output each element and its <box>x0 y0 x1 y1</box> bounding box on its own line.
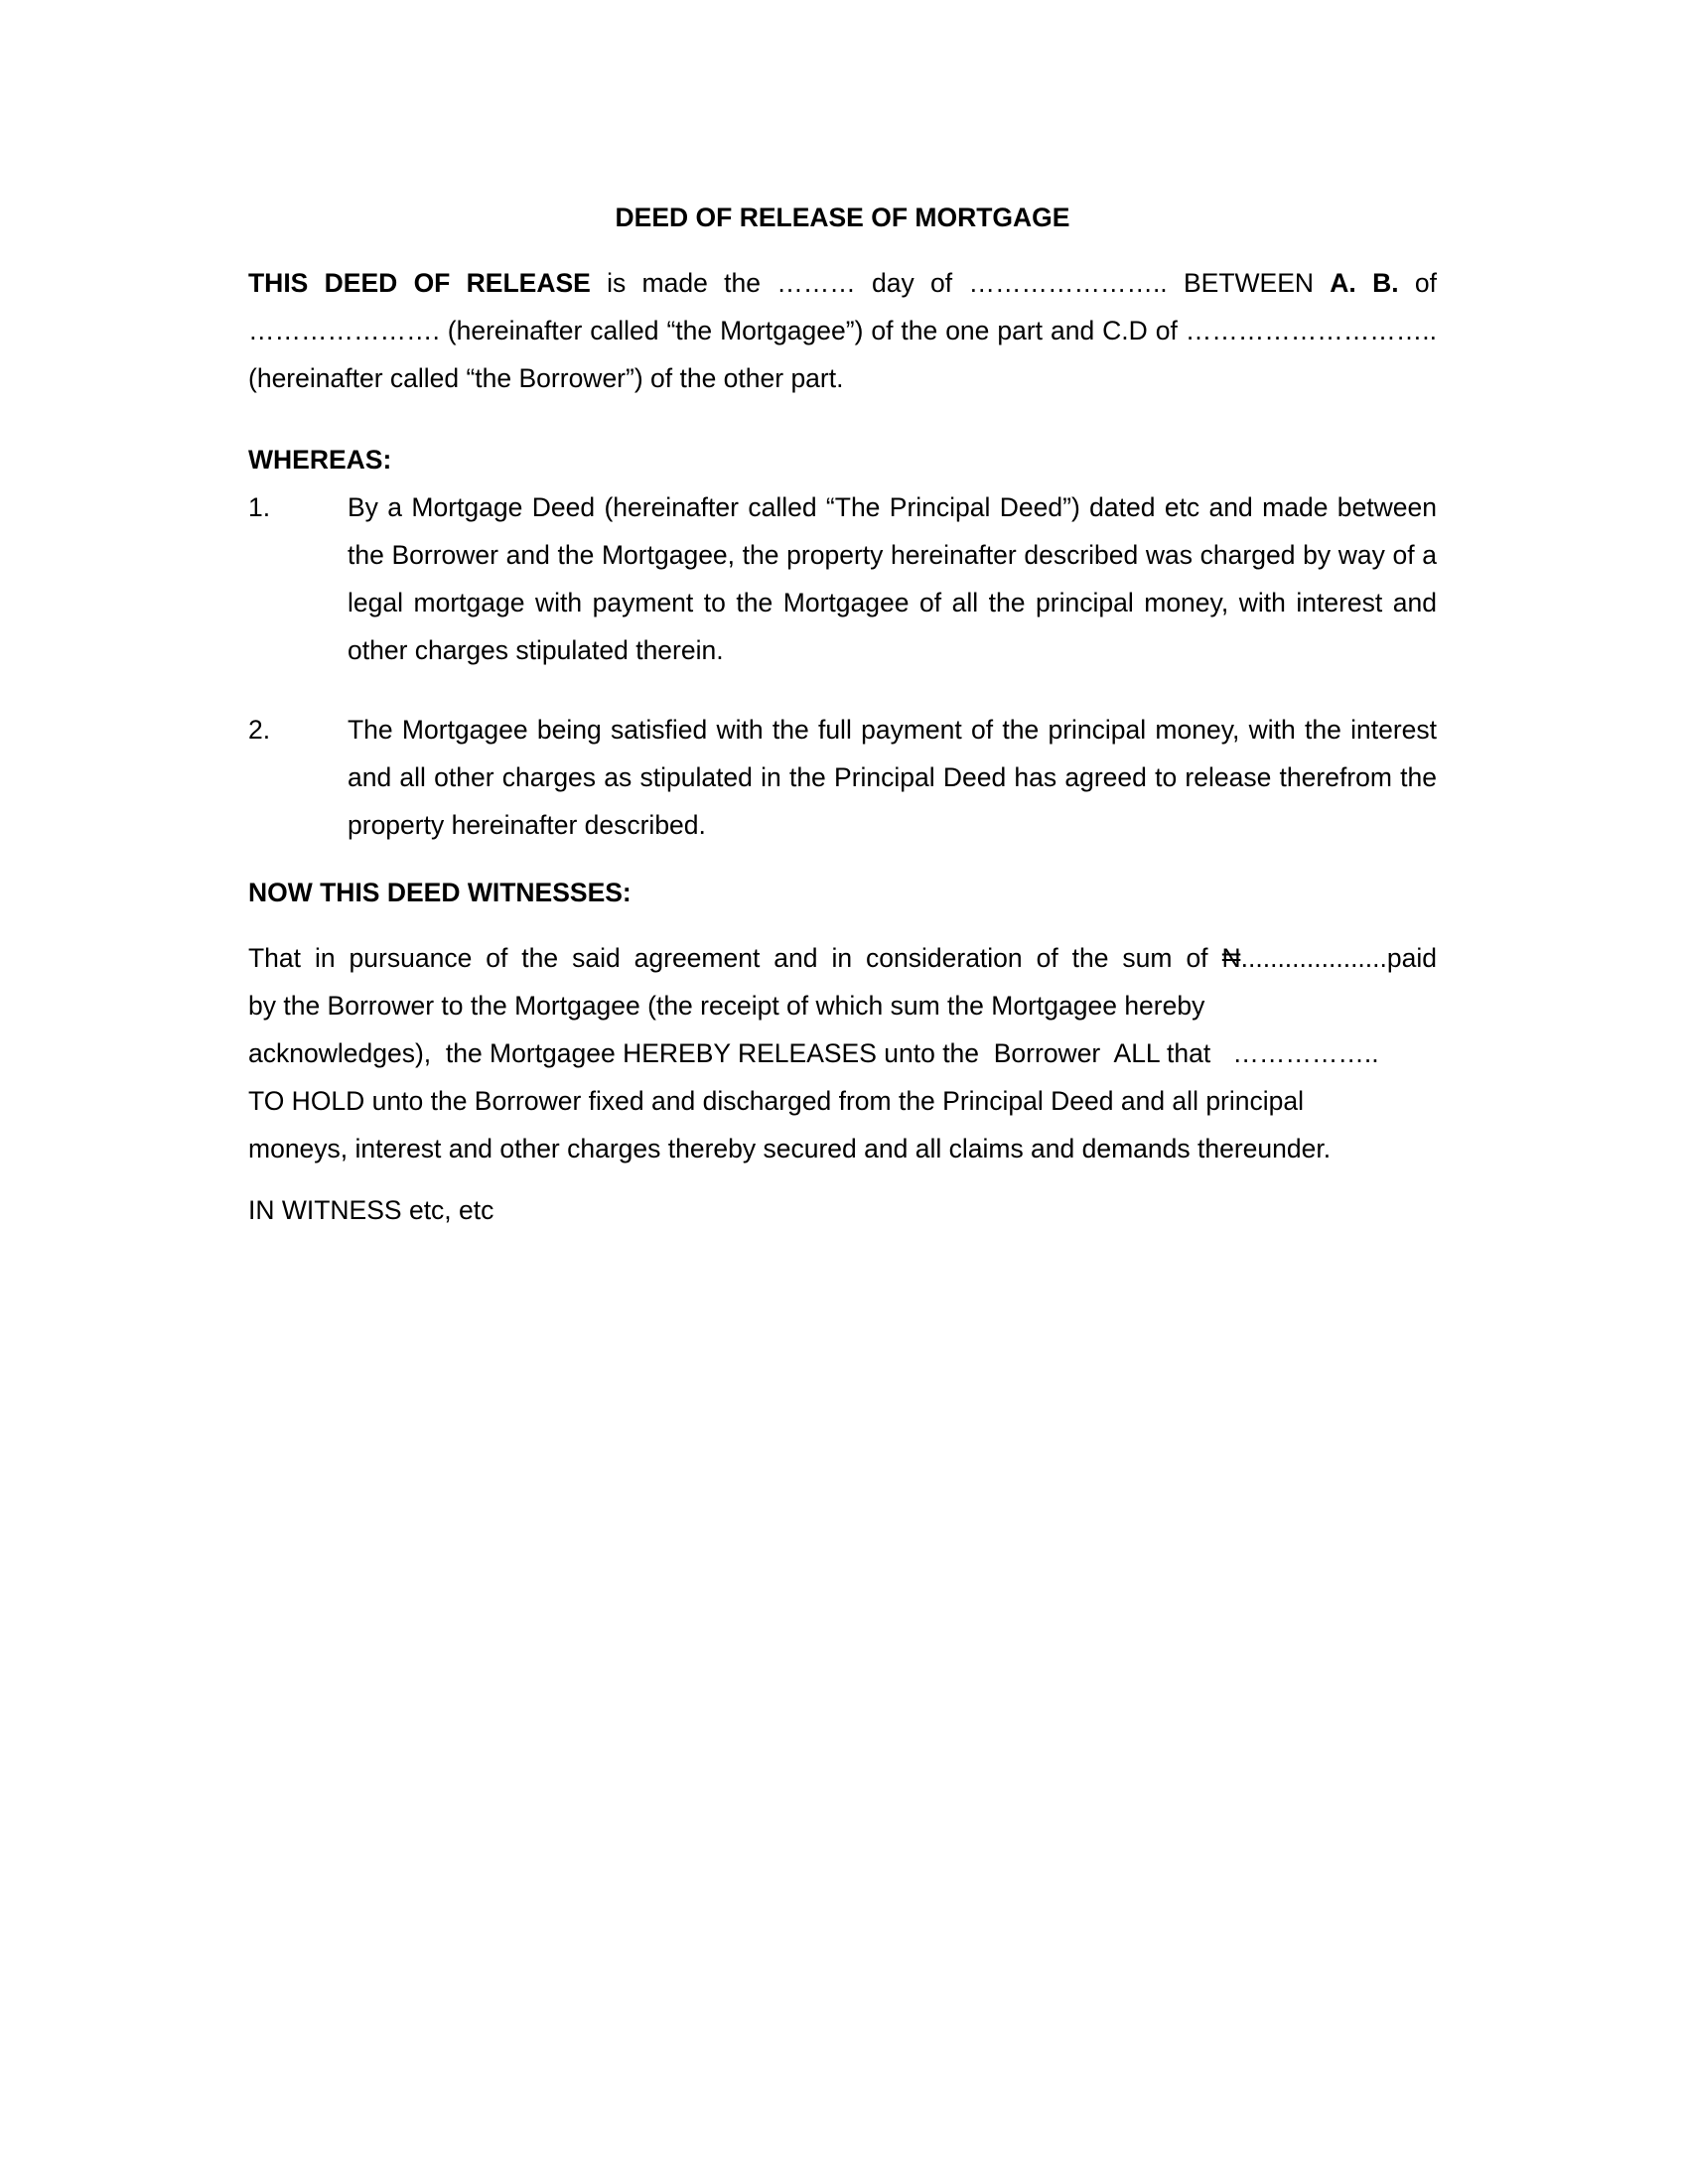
whereas-item-text: By a Mortgage Deed (hereinafter called “The Principal Deed”) dated etc and made between the Borrower and the Mortgagee, the property hereinafter described was charged by way of a legal mortgage with payment to the Mortgagee of all the principal money, with interest and other charges stipulated therein. <box>348 492 1437 665</box>
whereas-item <box>248 706 1437 849</box>
witnesses-line: That in pursuance of the said agreement and in consideration of the sum of ₦....................paid <box>248 943 1437 973</box>
witnesses-heading: NOW THIS DEED WITNESSES: <box>248 878 632 907</box>
whereas-item-number: 1. <box>248 492 271 522</box>
intro-text-1: is made the ……… day of ………………….. BETWEEN <box>590 268 1331 298</box>
whereas-item-text: The Mortgagee being satisfied with the full payment of the principal money, with the interest and all other charges as stipulated in the Principal Deed has agreed to release therefrom the property hereinafter described. <box>348 715 1437 840</box>
document-page <box>248 194 1437 1234</box>
whereas-item <box>248 483 1437 674</box>
whereas-heading: WHEREAS: <box>248 445 392 475</box>
witnesses-line: acknowledges), the Mortgagee HEREBY RELEASES unto the Borrower ALL that …………….. <box>248 1038 1379 1068</box>
witnesses-line: by the Borrower to the Mortgagee (the receipt of which sum the Mortgagee hereby <box>248 991 1205 1021</box>
intro-party-ab: A. B. <box>1330 268 1399 298</box>
intro-paragraph <box>248 259 1437 402</box>
intro-text-2: of …………………. (hereinafter called “the Mortgagee”) of the one part and C.D of ……………………….. (hereinafter called “the Borrower”) of the other part. <box>248 268 1437 393</box>
witnesses-paragraph <box>248 934 1437 1172</box>
witnesses-line: TO HOLD unto the Borrower fixed and discharged from the Principal Deed and all principal <box>248 1086 1305 1116</box>
intro-lead: THIS DEED OF RELEASE <box>248 268 591 298</box>
whereas-item-number: 2. <box>248 715 271 745</box>
witnesses-line: moneys, interest and other charges thereby secured and all claims and demands thereunder. <box>248 1134 1332 1163</box>
document-title: DEED OF RELEASE OF MORTGAGE <box>615 203 1070 232</box>
closing-line: IN WITNESS etc, etc <box>248 1195 494 1225</box>
